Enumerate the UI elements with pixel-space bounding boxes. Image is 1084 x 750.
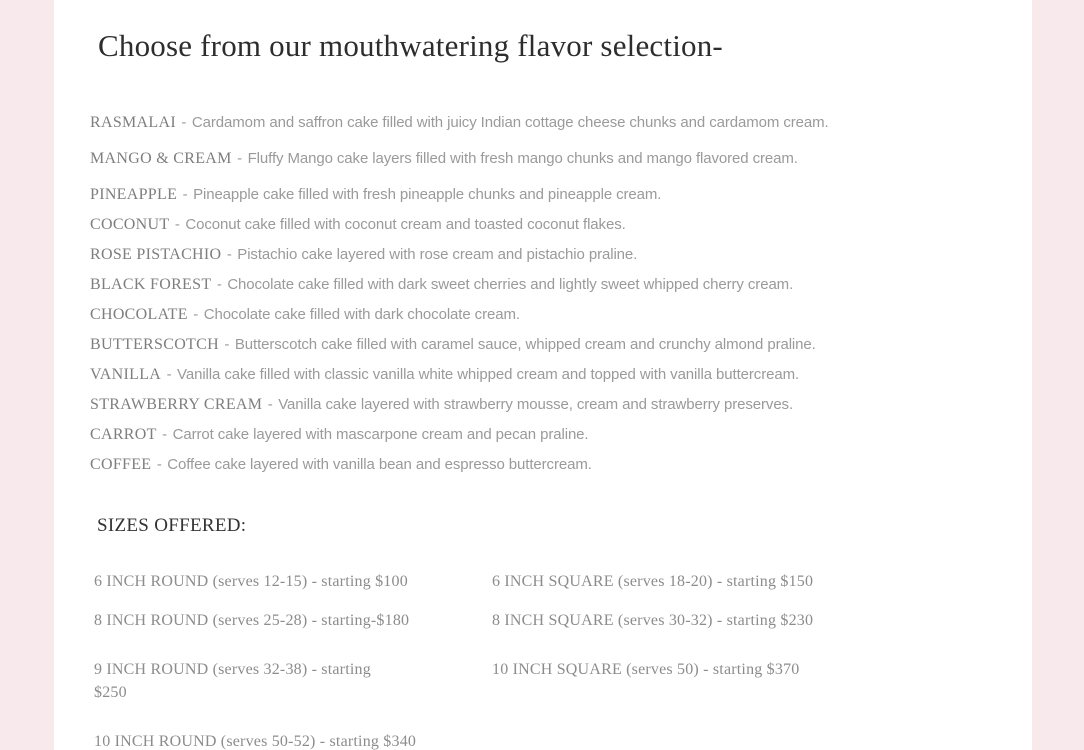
size-option: 6 INCH ROUND (serves 12-15) - starting $100 [94, 573, 408, 590]
flavor-name: COCONUT [90, 216, 170, 233]
flavor-item [90, 270, 990, 300]
sizes-offered-heading: SIZES OFFERED: [97, 515, 247, 536]
sizes-column-round [94, 570, 444, 750]
flavor-description: Vanilla cake filled with classic vanilla white whipped cream and topped with vanilla buttercream. [177, 366, 800, 383]
flavor-name: BUTTERSCOTCH [90, 336, 219, 353]
flavor-description: Chocolate cake filled with dark chocolate cream. [203, 306, 520, 323]
flavor-list [90, 108, 990, 480]
flavor-separator: - [267, 396, 273, 413]
flavor-item [90, 144, 990, 180]
content-panel [54, 0, 1032, 750]
flavor-item [90, 108, 990, 144]
flavor-description: Carrot cake layered with mascarpone cream and pecan praline. [172, 426, 589, 443]
flavor-description: Coffee cake layered with vanilla bean and espresso buttercream. [167, 456, 592, 473]
flavor-name: BLACK FOREST [90, 276, 212, 293]
flavor-separator: - [162, 426, 168, 443]
sizes-column-square [492, 570, 912, 681]
flavor-name: PINEAPPLE [90, 186, 178, 203]
size-option: 10 INCH ROUND (serves 50-52) - starting $340 [94, 733, 417, 750]
flavor-separator: - [226, 246, 232, 263]
flavor-description: Butterscotch cake filled with caramel sauce, whipped cream and crunchy almond praline. [234, 336, 816, 353]
flavor-description: Pistachio cake layered with rose cream and pistachio praline. [237, 246, 638, 263]
flavor-item [90, 300, 990, 330]
flavor-name: COFFEE [90, 456, 152, 473]
flavor-separator: - [174, 216, 180, 233]
flavor-item [90, 360, 990, 390]
flavor-name: VANILLA [90, 366, 162, 383]
size-option: 10 INCH SQUARE (serves 50) - starting $370 [492, 661, 800, 678]
flavor-separator: - [182, 186, 188, 203]
flavor-description: Chocolate cake filled with dark sweet cherries and lightly sweet whipped cherry cream. [227, 276, 794, 293]
size-option: 8 INCH ROUND (serves 25-28) - starting-$180 [94, 612, 410, 629]
page-title: Choose from our mouthwatering flavor selection- [98, 28, 723, 63]
flavor-separator: - [216, 276, 222, 293]
flavor-description: Fluffy Mango cake layers filled with fresh mango chunks and mango flavored cream. [247, 150, 798, 167]
flavor-name: CHOCOLATE [90, 306, 188, 323]
flavor-separator: - [166, 366, 172, 383]
flavor-separator: - [181, 114, 187, 131]
flavor-name: STRAWBERRY CREAM [90, 396, 263, 413]
flavor-separator: - [237, 150, 243, 167]
flavor-item [90, 210, 990, 240]
flavor-name: MANGO & CREAM [90, 150, 232, 167]
flavor-name: CARROT [90, 426, 157, 443]
flavor-item [90, 420, 990, 450]
flavor-name: ROSE PISTACHIO [90, 246, 222, 263]
flavor-description: Pineapple cake filled with fresh pineapple chunks and pineapple cream. [193, 186, 662, 203]
flavor-separator: - [193, 306, 199, 323]
size-option: 9 INCH ROUND (serves 32-38) - starting $250 [94, 661, 371, 701]
flavor-separator: - [156, 456, 162, 473]
flavor-name: RASMALAI [90, 114, 176, 131]
flavor-description: Cardamom and saffron cake filled with juicy Indian cottage cheese chunks and cardamom cream. [191, 114, 829, 131]
flavor-separator: - [224, 336, 230, 353]
flavor-description: Coconut cake filled with coconut cream and toasted coconut flakes. [185, 216, 626, 233]
size-option: 8 INCH SQUARE (serves 30-32) - starting $230 [492, 612, 814, 629]
size-option: 6 INCH SQUARE (serves 18-20) - starting $150 [492, 573, 814, 590]
flavor-item [90, 240, 990, 270]
flavor-item [90, 330, 990, 360]
flavor-description: Vanilla cake layered with strawberry mousse, cream and strawberry preserves. [278, 396, 794, 413]
flavor-item [90, 390, 990, 420]
flavor-item [90, 180, 990, 210]
flavor-item [90, 450, 990, 480]
